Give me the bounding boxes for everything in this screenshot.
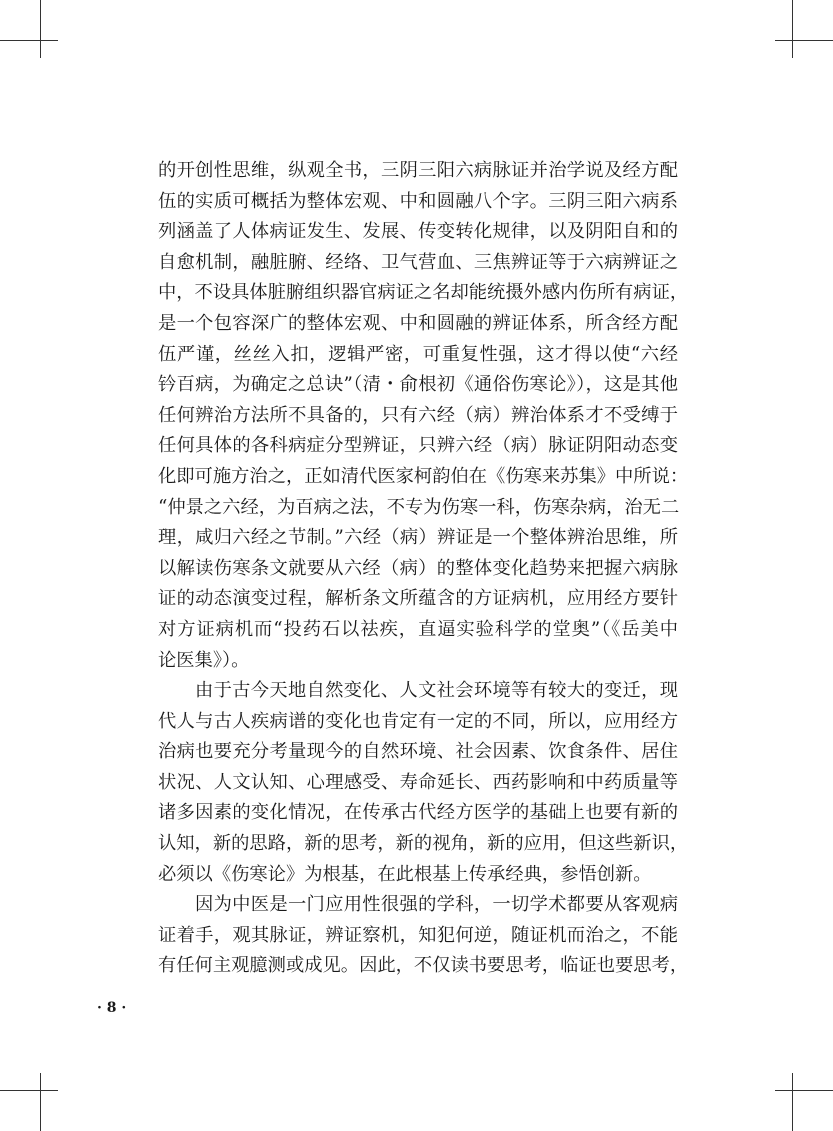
text-line: 任何具体的各科病症分型辨证，只辨六经（病）脉证阴阳动态变 [158,435,678,457]
paragraph-1 [158,156,689,676]
text-line: 钤百病，为确定之总诀”（清・俞根初《通俗伤寒论》），这是其他 [158,374,678,396]
text-line: 由于古今天地自然变化、人文社会环境等有较大的变迁，现 [195,680,678,702]
text-line: 证着手，观其脉证，辨证察机，知犯何逆，随证机而治之，不能 [158,924,678,946]
text-line: 对方证病机而“投药石以祛疾，直逼实验科学的堂奥”（《岳美中 [158,618,678,640]
text-line: 的开创性思维，纵观全书，三阴三阳六病脉证并治学说及经方配 [158,160,678,181]
text-line: 认知，新的思路，新的思考，新的视角，新的应用，但这些新识， [158,833,689,855]
text-line: 伍的实质可概括为整体宏观、中和圆融八个字。三阴三阳六病系 [158,190,678,212]
text-line: 伍严谨，丝丝入扣，逻辑严密，可重复性强，这才得以使“六经 [158,343,678,365]
text-line: 理，咸归六经之节制。”六经（病）辨证是一个整体辨治思维，所 [158,527,678,549]
text-line: 自愈机制，融脏腑、经络、卫气营血、三焦辨证等于六病辨证之 [158,251,678,273]
text-line: 有任何主观臆测或成见。因此，不仅读书要思考，临证也要思考， [158,955,689,977]
page-number: · 8 · [97,1000,127,1016]
text-line: 中，不设具体脏腑组织器官病证之名却能统摄外感内伤所有病证， [158,282,689,304]
text-line: 必须以《伤寒论》为根基，在此根基上传承经典，参悟创新。 [158,863,652,885]
text-line: 是一个包容深广的整体宏观、中和圆融的辨证体系，所含经方配 [158,312,678,334]
text-line: 列涵盖了人体病证发生、发展、传变转化规律，以及阴阳自和的 [158,221,678,243]
paragraph-3 [158,890,689,982]
text-line: 以解读伤寒条文就要从六经（病）的整体变化趋势来把握六病脉 [158,557,678,579]
text-line: 治病也要充分考量现今的自然环境、社会因素、饮食条件、居住 [158,741,678,763]
text-line: 论医集》）。 [158,649,250,671]
body-text [158,156,689,982]
text-line: 诸多因素的变化情况，在传承古代经方医学的基础上也要有新的 [158,802,678,824]
paragraph-2 [158,676,689,890]
text-line: 因为中医是一门应用性很强的学科，一切学术都要从客观病 [195,894,678,916]
text-line: 化即可施方治之，正如清代医家柯韵伯在《伤寒来苏集》中所说： [158,465,689,487]
text-line: “仲景之六经，为百病之法，不专为伤寒一科，伤寒杂病，治无二 [158,496,680,518]
text-line: 证的动态演变过程，解析条文所蕴含的方证病机，应用经方要针 [158,588,678,610]
text-line: 任何辨治方法所不具备的，只有六经（病）辨治体系才不受缚于 [158,404,678,426]
text-line: 状况、人文认知、心理感受、寿命延长、西药影响和中药质量等 [158,771,678,793]
text-line: 代人与古人疾病谱的变化也肯定有一定的不同，所以，应用经方 [158,710,678,732]
